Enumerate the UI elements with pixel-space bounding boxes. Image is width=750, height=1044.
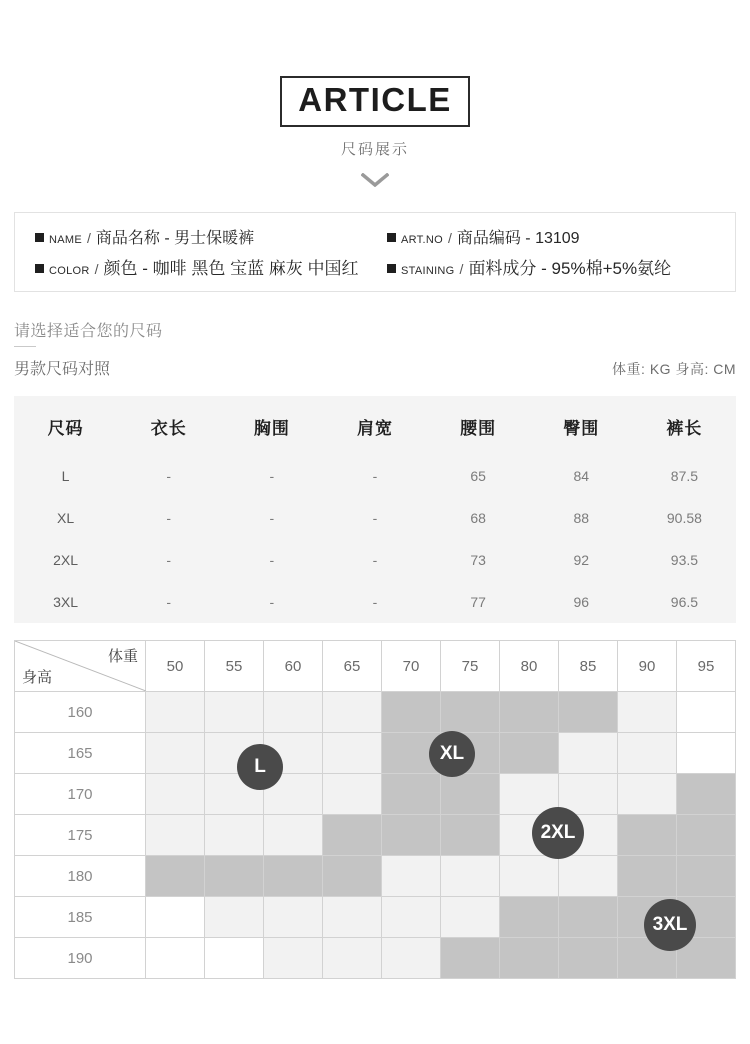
matrix-cell — [205, 856, 264, 897]
table-header-row — [14, 396, 736, 455]
matrix-cell — [559, 692, 618, 733]
matrix-cell — [382, 938, 441, 979]
measurement-cell: - — [269, 468, 275, 484]
weight-col-header-65: 65 — [323, 641, 382, 692]
matrix-cell — [677, 692, 736, 733]
info-separator: / — [447, 230, 452, 246]
info-label-name: NAME — [49, 234, 82, 246]
matrix-cell — [441, 774, 500, 815]
weight-col-header-55: 55 — [205, 641, 264, 692]
matrix-cell — [323, 774, 382, 815]
matrix-cell — [677, 856, 736, 897]
matrix-cell — [441, 856, 500, 897]
article-title-box — [280, 76, 470, 127]
measurement-cell: - — [166, 552, 172, 568]
matrix-cell — [677, 733, 736, 774]
matrix-header-row — [15, 641, 736, 692]
table-row — [14, 539, 736, 581]
matrix-row — [15, 856, 736, 897]
measurement-table-wrap — [14, 396, 736, 623]
matrix-cell — [264, 938, 323, 979]
matrix-weight-axis-label: 体重 — [107, 648, 138, 665]
section-subheader — [14, 356, 736, 379]
matrix-cell — [500, 733, 559, 774]
matrix-height-axis-label: 身高 — [22, 669, 53, 686]
matrix-cell — [559, 856, 618, 897]
measurement-cell: - — [372, 552, 378, 568]
measurement-cell: 92 — [573, 552, 590, 568]
weight-col-header-50: 50 — [146, 641, 205, 692]
matrix-cell — [559, 733, 618, 774]
measurement-cell: 90.58 — [666, 510, 702, 526]
height-row-header-170: 170 — [15, 774, 146, 815]
matrix-row — [15, 733, 736, 774]
info-value-artno: 商品编码 - 13109 — [456, 230, 580, 247]
measurement-cell: 65 — [470, 468, 486, 484]
matrix-cell — [323, 856, 382, 897]
table-row — [14, 455, 736, 497]
matrix-cell — [441, 897, 500, 938]
size-label: XL — [57, 510, 75, 526]
height-row-header-180: 180 — [15, 856, 146, 897]
matrix-cell — [618, 692, 677, 733]
size-badge-3xl: 3XL — [644, 899, 696, 951]
matrix-cell — [382, 897, 441, 938]
matrix-cell — [618, 815, 677, 856]
matrix-cell — [146, 733, 205, 774]
measurement-cell: - — [372, 468, 378, 484]
matrix-cell — [618, 774, 677, 815]
info-artno — [387, 225, 735, 248]
matrix-cell — [205, 692, 264, 733]
matrix-cell — [205, 938, 264, 979]
weight-col-header-85: 85 — [559, 641, 618, 692]
measurement-table — [14, 396, 736, 623]
matrix-body — [15, 692, 736, 979]
measurement-cell: - — [372, 594, 378, 610]
height-row-header-165: 165 — [15, 733, 146, 774]
section-units: 体重: KG 身高: CM — [612, 361, 736, 377]
page-title: ARTICLE — [298, 81, 452, 118]
measurement-col-0: 尺码 — [47, 419, 84, 438]
measurement-table-body — [14, 455, 736, 623]
measurement-cell: - — [269, 552, 275, 568]
measurement-cell: - — [269, 510, 275, 526]
matrix-cell — [677, 815, 736, 856]
page-subtitle: 尺码展示 — [340, 140, 409, 158]
matrix-cell — [264, 856, 323, 897]
matrix-cell — [323, 733, 382, 774]
weight-col-header-70: 70 — [382, 641, 441, 692]
matrix-cell — [441, 815, 500, 856]
square-bullet-icon — [35, 233, 44, 242]
info-separator: / — [459, 261, 464, 277]
info-label-staining: STAINING — [401, 265, 455, 277]
size-label: 2XL — [53, 552, 79, 568]
matrix-cell — [382, 856, 441, 897]
measurement-cell: - — [166, 594, 172, 610]
size-label: 3XL — [53, 594, 79, 610]
measurement-cell: 87.5 — [670, 468, 699, 484]
measurement-cell: 93.5 — [670, 552, 699, 568]
matrix-cell — [559, 897, 618, 938]
table-row — [14, 581, 736, 623]
matrix-corner-cell — [15, 641, 146, 692]
matrix-cell — [146, 774, 205, 815]
measurement-cell: 73 — [470, 552, 486, 568]
matrix-cell — [146, 815, 205, 856]
height-row-header-160: 160 — [15, 692, 146, 733]
measurement-col-5: 臀围 — [563, 419, 600, 438]
page-header — [0, 0, 750, 187]
measurement-cell: 84 — [573, 468, 590, 484]
measurement-col-3: 肩宽 — [356, 419, 393, 438]
matrix-cell — [264, 815, 323, 856]
info-separator: / — [86, 230, 91, 246]
measurement-cell: 68 — [470, 510, 486, 526]
square-bullet-icon — [387, 264, 396, 273]
weight-col-header-90: 90 — [618, 641, 677, 692]
info-row — [15, 225, 735, 248]
matrix-cell — [205, 897, 264, 938]
measurement-cell: - — [269, 594, 275, 610]
weight-col-header-95: 95 — [677, 641, 736, 692]
matrix-cell — [677, 774, 736, 815]
matrix-cell — [323, 692, 382, 733]
matrix-cell — [323, 938, 382, 979]
measurement-cell: 96 — [573, 594, 590, 610]
matrix-row — [15, 692, 736, 733]
matrix-cell — [146, 938, 205, 979]
info-value-name: 商品名称 - 男士保暖裤 — [95, 230, 255, 247]
matrix-row — [15, 815, 736, 856]
size-badge-l: L — [237, 744, 283, 790]
product-info-box — [14, 212, 736, 292]
matrix-cell — [382, 692, 441, 733]
square-bullet-icon — [35, 264, 44, 273]
matrix-cell — [618, 856, 677, 897]
matrix-cell — [205, 815, 264, 856]
measurement-cell: - — [372, 510, 378, 526]
matrix-cell — [500, 897, 559, 938]
info-separator: / — [94, 261, 99, 277]
matrix-cell — [500, 938, 559, 979]
info-row — [15, 254, 735, 279]
size-badge-2xl: 2XL — [532, 807, 584, 859]
size-label: L — [61, 468, 70, 484]
section-subtitle: 男款尺码对照 — [14, 361, 111, 378]
height-weight-matrix — [14, 640, 736, 979]
matrix-cell — [382, 774, 441, 815]
info-color — [15, 254, 387, 279]
matrix-row — [15, 938, 736, 979]
measurement-cell: 77 — [470, 594, 486, 610]
measurement-cell: - — [166, 468, 172, 484]
matrix-cell — [500, 856, 559, 897]
matrix-cell — [323, 897, 382, 938]
height-row-header-185: 185 — [15, 897, 146, 938]
table-row — [14, 497, 736, 539]
matrix-cell — [441, 938, 500, 979]
matrix-cell — [264, 897, 323, 938]
info-value-color: 颜色 - 咖啡 黑色 宝蓝 麻灰 中国红 — [103, 259, 359, 278]
measurement-col-4: 腰围 — [460, 419, 497, 438]
size-badge-xl: XL — [429, 731, 475, 777]
matrix-cell — [618, 733, 677, 774]
measurement-col-1: 衣长 — [150, 419, 187, 438]
matrix-cell — [559, 938, 618, 979]
measurement-cell: - — [166, 510, 172, 526]
height-row-header-190: 190 — [15, 938, 146, 979]
measurement-col-6: 裤长 — [666, 419, 703, 438]
matrix-row — [15, 774, 736, 815]
measurement-cell: 88 — [573, 510, 590, 526]
weight-col-header-80: 80 — [500, 641, 559, 692]
chevron-down-icon — [0, 173, 750, 187]
matrix-cell — [500, 692, 559, 733]
matrix-cell — [441, 692, 500, 733]
matrix-cell — [323, 815, 382, 856]
info-name — [15, 225, 387, 248]
matrix-cell — [146, 856, 205, 897]
weight-col-header-60: 60 — [264, 641, 323, 692]
info-staining — [387, 254, 735, 279]
matrix-cell — [382, 815, 441, 856]
matrix-cell — [146, 692, 205, 733]
measurement-cell: 96.5 — [670, 594, 699, 610]
square-bullet-icon — [387, 233, 396, 242]
matrix-row — [15, 897, 736, 938]
measurement-col-2: 胸围 — [253, 419, 290, 438]
matrix-cell — [264, 692, 323, 733]
info-value-staining: 面料成分 - 95%棉+5%氨纶 — [468, 259, 672, 278]
section-title: 请选择适合您的尺码 — [14, 323, 163, 340]
matrix-cell — [146, 897, 205, 938]
info-label-artno: ART.NO — [401, 234, 443, 246]
height-row-header-175: 175 — [15, 815, 146, 856]
section-divider — [14, 346, 36, 347]
weight-col-header-75: 75 — [441, 641, 500, 692]
info-label-color: COLOR — [49, 265, 90, 277]
